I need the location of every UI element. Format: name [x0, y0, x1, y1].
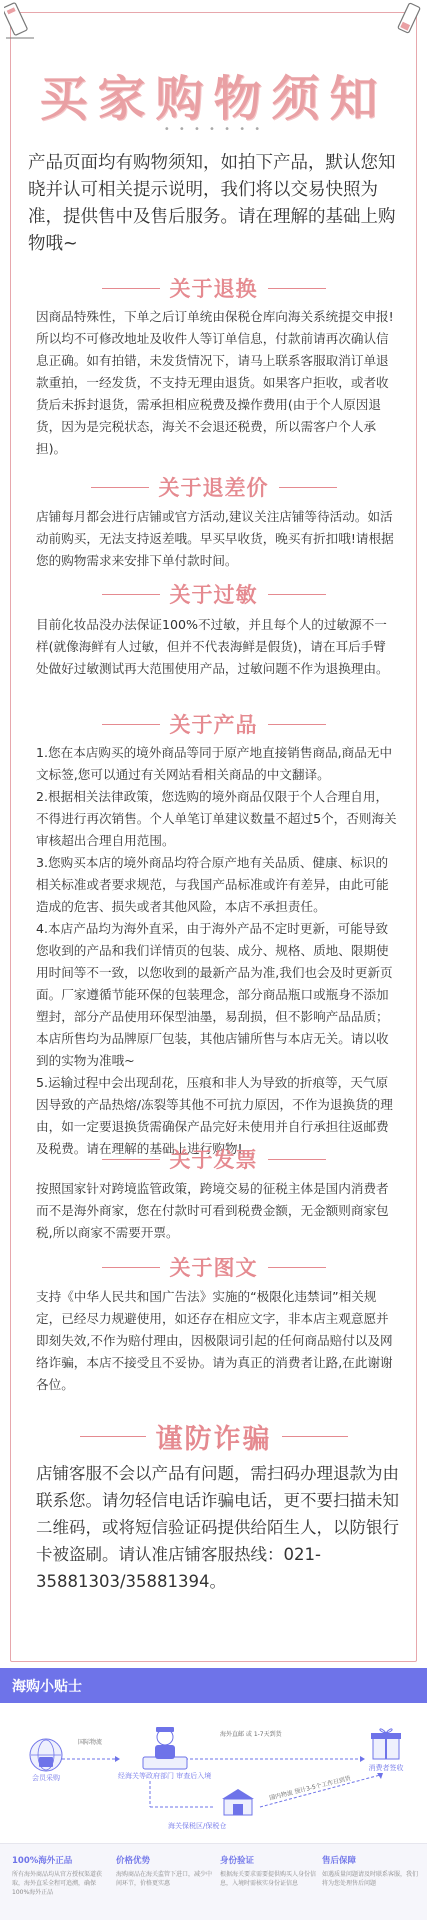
feature-desc: 根据海关要求需要提供购买人身份信息，入境时需核实身份证信息 — [220, 1871, 317, 1887]
section-heading-text: 关于发票 — [169, 1148, 258, 1172]
feature-title: 价格优势 — [116, 1856, 151, 1866]
flow-node-consumer-receipt — [366, 1723, 406, 1773]
heading-rule-right — [268, 1267, 326, 1268]
flow-node-member-purchase — [28, 1737, 64, 1783]
section-heading-content — [0, 1253, 427, 1281]
section-heading-text: 关于退换 — [169, 277, 258, 301]
flow-node-label: 会员采购 — [32, 1774, 60, 1782]
heading-rule-right — [268, 288, 326, 289]
heading-rule-left — [102, 288, 160, 289]
feature-price — [116, 1854, 216, 1888]
flow-node-label: 海关保税区/保税仓 — [168, 1822, 227, 1830]
tips-title: 海购小贴士 — [12, 1679, 82, 1695]
stationery-decoration-icon — [4, 2, 36, 42]
feature-title: 100%海外正品 — [12, 1856, 73, 1866]
heading-rule-left — [80, 1436, 146, 1437]
heading-rule-left — [91, 487, 149, 488]
purchase-globe-icon — [28, 1737, 64, 1773]
title-divider-dots: • • • • • • • — [163, 124, 264, 135]
feature-genuine — [12, 1854, 112, 1897]
feature-desc: 所有海外商品均从官方授权渠道获取，海外直采全程可追溯，确保100%海外正品 — [12, 1871, 103, 1896]
customs-officer-icon — [137, 1723, 193, 1771]
section-body-price-diff: 店铺每月都会进行店铺或官方活动,建议关注店铺等待活动。如活动前购买，无法支持返差哦。早买早收货，晚买有折扣哦!请根据您的购物需求来安排下单付款时间。 — [36, 509, 394, 568]
section-heading-products — [0, 710, 427, 738]
section-body-allergy: 目前化妆品没办法保证100%不过敏，并且每个人的过敏源不一样(就像海鲜有人过敏，但并不代表海鲜是假货)，请在耳后手臂处做好过敏测试再大范围使用产品，过敏问题不作为退换理由。 — [36, 617, 389, 676]
page-title: 买家购物须知 — [39, 71, 388, 127]
heading-rule-right — [282, 1436, 348, 1437]
heading-rule-right — [268, 724, 326, 725]
flow-step-label: 海外直邮 或 1-7天到货 — [220, 1731, 282, 1738]
heading-rule-left — [102, 1267, 160, 1268]
section-body-invoice: 按照国家针对跨境监管政策，跨境交易的征税主体是国内消费者而不是海外商家，您在付款时可看到税费金额，无金额则商家包税,所以商家不需要开票。 — [36, 1181, 389, 1240]
section-body-content: 支持《中华人民共和国广告法》实施的“极限化违禁词”相关规定，已经尽力规避使用，如还存在相应文字，非本店主观意愿并即刻失效,不作为赔付理由，因极限词引起的任何商品赔付以及网络诈骗，本店不接受且不妥协。请为真正的消费者让路,在此谢谢各位。 — [36, 1289, 393, 1392]
intro-paragraph: 产品页面均有购物须知，如拍下产品，默认您知晓并认可相关提示说明，我们将以交易快照为准，提供售中及售后服务。请在理解的基础上购物哦~ — [28, 153, 396, 254]
section-heading-text: 关于退差价 — [158, 476, 269, 500]
flow-step-label: 国际物流 — [78, 1739, 103, 1746]
flow-node-label: 经海关等政府部门 审查后入境 — [118, 1772, 212, 1780]
clip-decoration-icon — [391, 2, 423, 42]
section-body-returns: 因商品特殊性，下单之后订单统由保税仓库向海关系统提交申报!所以均不可修改地址及收件人等订单信息，付款前请再次确认信息正确。如有拍错，未发货情况下，请马上联系客服取消订单退款重拍，一经发货，不支持无理由退货。如果客户拒收，或者收货后未拆封退货，需承担相应税费及操作费用(由于个人原因退货，因为是完税状态，海关不会退还税费，所以需客户个人承担)。 — [36, 309, 394, 456]
section-heading-text: 关于产品 — [169, 713, 258, 737]
heading-rule-right — [268, 594, 326, 595]
gift-box-icon — [366, 1723, 406, 1763]
feature-title: 身份验证 — [220, 1856, 255, 1866]
heading-rule-left — [102, 724, 160, 725]
feature-desc: 如遇质量问题请及时联系客服，我们将为您处理售后问题 — [322, 1871, 419, 1887]
tips-banner — [0, 1668, 427, 1703]
heading-rule-right — [279, 487, 337, 488]
flow-node-label: 消费者签收 — [368, 1764, 404, 1772]
shipping-flow-diagram — [0, 1703, 427, 1843]
flow-node-customs — [118, 1723, 211, 1781]
heading-rule-left — [102, 1159, 160, 1160]
section-heading-invoice — [0, 1145, 427, 1173]
warehouse-icon — [218, 1787, 258, 1817]
feature-identity — [220, 1854, 320, 1888]
feature-strip — [0, 1843, 427, 1920]
section-heading-allergy — [0, 580, 427, 608]
section-heading-fraud — [0, 1418, 427, 1454]
feature-after-sales — [322, 1854, 422, 1888]
fraud-warning-body: 店铺客服不会以产品有问题，需扫码办理退款为由联系您。请勿轻信电话诈骗电话，更不要扫描未知二维码，或将短信验证码提供给陌生人，以防银行卡被盗刷。请认准店铺客服热线：021-35881303/35881394。 — [36, 1464, 399, 1591]
flow-step-label: 国内物流 预计3-5个工作日到货 — [268, 1774, 352, 1802]
feature-desc: 海购商品在海关监管下进口，减少中间环节，价格更实惠 — [116, 1871, 213, 1887]
section-heading-price-diff — [0, 473, 427, 501]
heading-rule-left — [102, 594, 160, 595]
section-heading-returns — [0, 274, 427, 302]
section-heading-text: 关于过敏 — [169, 583, 258, 607]
flow-node-bonded-warehouse — [218, 1787, 258, 1817]
feature-title: 售后保障 — [322, 1856, 357, 1866]
section-heading-text: 谨防诈骗 — [155, 1423, 272, 1455]
heading-rule-right — [268, 1159, 326, 1160]
section-heading-text: 关于图文 — [169, 1256, 258, 1280]
section-body-products: 1.您在本店购买的境外商品等同于原产地直接销售商品,商品无中文标签,您可以通过有关网站看相关商品的中文翻译。 2.根据相关法律政策，您选购的境外商品仅限于个人合理自用，不得进行再次销售。个人单笔订单建议数量不超过5个，否则海关审核超出合理自用范围。 3.您购买本店的境外商品均符合原产地有关品质、健康、标识的相关标准或者要求规范，与我国产品标准或许有差异，由此可能造成的危害、损失或者其他风险，本店不承担责任。 4.本店产品均为海外直采，由于海外产品不定时更新，可能导致您收到的产品和我们详情页的包装、成分、规格、质地、限期使用时间等不一致，以您收到的最新产品为准,我们也会及时更新页面。厂家遵循节能环保的包装理念，部分商品瓶口或瓶身不添加塑封，部分产品使用环保型油墨，易刮损，但不影响产品品质；本店所售均为品牌原厂包装，其他店铺所售与本店无关。请以收到的实物为准哦~ 5.运输过程中会出现刮花，压痕和非人为导致的折痕等，天气原因导致的产品热熔/冻裂等其他不可抗力原因，不作为退换货的理由，如一定要退换货需确保产品完好未使用并自行承担往返邮费及税费。请在理解的基础上进行购物! — [36, 745, 397, 1156]
